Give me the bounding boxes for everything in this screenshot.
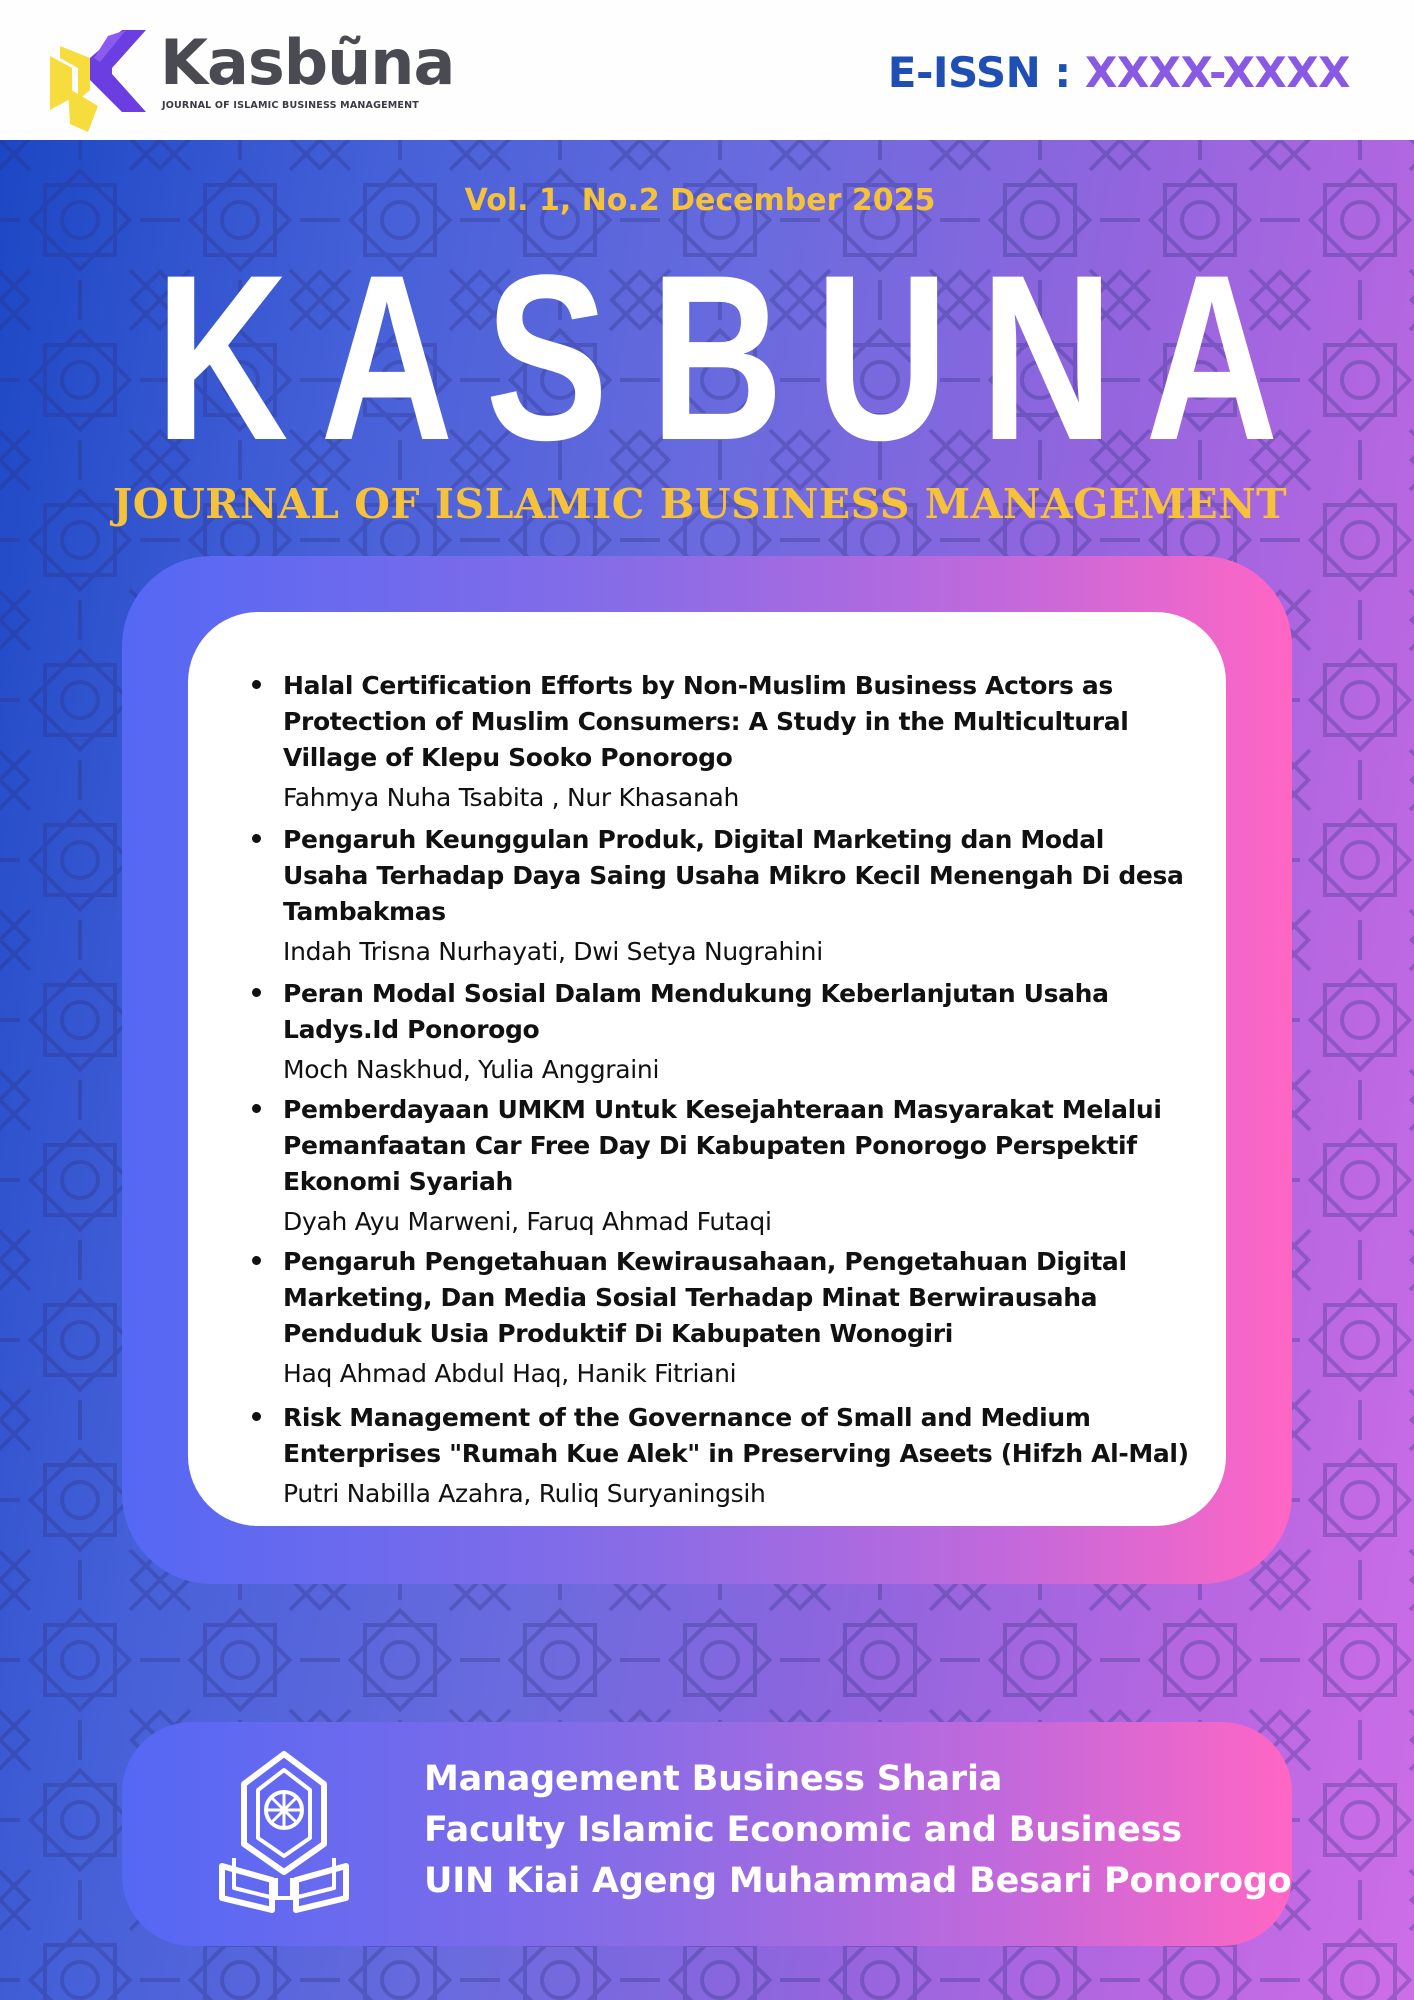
header xyxy=(0,0,1414,140)
bullet-icon xyxy=(252,1104,261,1113)
university-emblem-icon xyxy=(214,1748,354,1918)
title-letter: A xyxy=(1145,226,1279,490)
article-item xyxy=(252,1092,1192,1240)
issn-value: XXXX-XXXX xyxy=(1084,48,1350,97)
article-authors: Haq Ahmad Abdul Haq, Hanik Fitriani xyxy=(283,1359,737,1388)
title-letter: A xyxy=(320,226,454,490)
article-item xyxy=(252,822,1192,970)
bullet-icon xyxy=(252,680,261,689)
faculty-name: Faculty Islamic Economic and Business xyxy=(424,1810,1182,1850)
journal-subtitle: JOURNAL OF ISLAMIC BUSINESS MANAGEMENT xyxy=(112,480,1288,528)
bullet-icon xyxy=(252,988,261,997)
logo-tagline: JOURNAL OF ISLAMIC BUSINESS MANAGEMENT xyxy=(162,100,419,111)
article-title: Pengaruh Pengetahuan Kewirausahaan, Pengetahuan Digital Marketing, Dan Media Sosial Terhadap Minat Berwirausaha Penduduk Usia Produktif Di Kabupaten Wonogiri xyxy=(283,1247,1127,1348)
institution-text xyxy=(424,1754,1292,1907)
article-authors: Indah Trisna Nurhayati, Dwi Setya Nugrahini xyxy=(283,937,823,966)
title-letter: B xyxy=(650,226,784,490)
article-title: Pengaruh Keunggulan Produk, Digital Marketing dan Modal Usaha Terhadap Daya Saing Usaha Mikro Kecil Menengah Di desa Tambakmas xyxy=(283,825,1184,926)
bullet-icon xyxy=(252,1256,261,1265)
volume-issue: Vol. 1, No.2 December 2025 xyxy=(464,183,936,218)
article-title: Peran Modal Sosial Dalam Mendukung Keberlanjutan Usaha Ladys.Id Ponorogo xyxy=(283,979,1109,1044)
title-letter: K xyxy=(155,226,289,490)
article-item xyxy=(252,1244,1192,1392)
article-title: Pemberdayaan UMKM Untuk Kesejahteraan Masyarakat Melalui Pemanfaatan Car Free Day Di Kabupaten Ponorogo Perspektif Ekonomi Syariah xyxy=(283,1095,1162,1196)
kasbuna-logo-icon xyxy=(50,28,150,134)
title-letter: N xyxy=(980,226,1114,490)
title-letter: S xyxy=(485,226,609,490)
article-item xyxy=(252,976,1192,1088)
university-name: UIN Kiai Ageng Muhammad Besari Ponorogo xyxy=(424,1861,1292,1901)
issn xyxy=(887,48,1350,97)
issn-label: E-ISSN : xyxy=(887,48,1071,97)
article-item xyxy=(252,668,1192,816)
bullet-icon xyxy=(252,834,261,843)
article-authors: Putri Nabilla Azahra, Ruliq Suryaningsih xyxy=(283,1479,766,1508)
article-authors: Moch Naskhud, Yulia Anggraini xyxy=(283,1055,660,1084)
article-title: Halal Certification Efforts by Non-Muslim Business Actors as Protection of Muslim Consumers: A Study in the Multicultural Village of Klepu Sooko Ponorogo xyxy=(283,671,1129,772)
article-title: Risk Management of the Governance of Small and Medium Enterprises "Rumah Kue Alek" in Preserving Aseets (Hifzh Al-Mal) xyxy=(283,1403,1189,1468)
logo-wordmark: Kasbũna xyxy=(160,26,455,99)
article-authors: Fahmya Nuha Tsabita , Nur Khasanah xyxy=(283,783,740,812)
article-item xyxy=(252,1400,1192,1512)
journal-title xyxy=(140,226,1279,490)
article-authors: Dyah Ayu Marweni, Faruq Ahmad Futaqi xyxy=(283,1207,772,1236)
bullet-icon xyxy=(252,1412,261,1421)
program-name: Management Business Sharia xyxy=(424,1759,1003,1799)
title-letter: U xyxy=(815,226,949,490)
